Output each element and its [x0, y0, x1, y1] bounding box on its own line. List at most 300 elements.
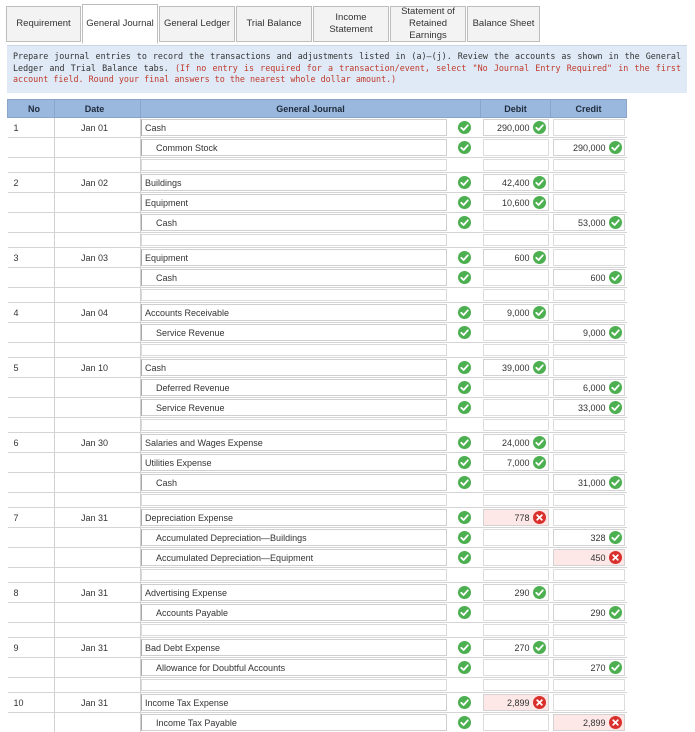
entry-date-cell	[55, 568, 141, 583]
account-name: Cash	[156, 477, 178, 488]
table-row	[8, 233, 627, 248]
credit-input[interactable]	[553, 174, 625, 191]
journal-body	[8, 118, 627, 732]
general-journal-table	[7, 99, 627, 732]
debit-cell	[481, 118, 551, 138]
account-cell	[141, 678, 481, 693]
entry-date-cell	[55, 603, 141, 623]
account-select[interactable]	[141, 194, 447, 211]
account-select[interactable]	[141, 249, 447, 266]
entry-date-cell	[55, 233, 141, 248]
entry-no-cell	[8, 453, 55, 473]
account-cell	[141, 268, 481, 288]
credit-input[interactable]	[553, 379, 625, 396]
debit-cell	[481, 398, 551, 418]
debit-cell	[481, 343, 551, 358]
check-icon	[533, 361, 546, 374]
entry-date-cell	[55, 138, 141, 158]
account-select[interactable]	[141, 269, 447, 286]
entry-no-cell	[8, 623, 55, 638]
entry-no-cell	[8, 138, 55, 158]
error-x-icon	[609, 716, 622, 729]
table-header-row	[8, 100, 627, 118]
account-select[interactable]	[141, 214, 447, 231]
credit-input[interactable]	[553, 269, 625, 286]
account-name: Cash	[145, 122, 167, 133]
credit-cell	[551, 193, 627, 213]
entry-no-cell	[8, 433, 55, 453]
entry-number: 7	[13, 512, 19, 523]
credit-input[interactable]	[553, 549, 625, 566]
credit-cell	[551, 343, 627, 358]
credit-input[interactable]	[553, 529, 625, 546]
debit-input[interactable]	[483, 139, 549, 156]
check-icon	[609, 326, 622, 339]
credit-cell	[551, 528, 627, 548]
credit-cell	[551, 473, 627, 493]
credit-input[interactable]	[553, 214, 625, 231]
debit-input[interactable]	[483, 624, 549, 636]
debit-input[interactable]	[483, 174, 549, 191]
credit-cell	[551, 158, 627, 173]
check-icon	[458, 606, 471, 619]
credit-input[interactable]	[553, 344, 625, 356]
check-icon	[458, 216, 471, 229]
check-icon	[609, 531, 622, 544]
check-icon	[458, 456, 471, 469]
account-select[interactable]	[141, 159, 447, 171]
debit-cell	[481, 603, 551, 623]
table-row	[8, 158, 627, 173]
account-name: Accumulated Depreciation—Equipment	[156, 552, 314, 563]
account-cell	[141, 233, 481, 248]
debit-input[interactable]	[483, 494, 549, 506]
account-select[interactable]	[141, 549, 447, 566]
account-name: Deferred Revenue	[156, 382, 230, 393]
debit-input[interactable]	[483, 304, 549, 321]
account-name: Bad Debt Expense	[145, 642, 221, 653]
account-select[interactable]	[141, 174, 447, 191]
check-icon	[458, 716, 471, 729]
credit-input[interactable]	[553, 679, 625, 691]
table-row	[8, 213, 627, 233]
credit-input[interactable]	[553, 304, 625, 321]
entry-no-cell	[8, 343, 55, 358]
credit-input[interactable]	[553, 714, 625, 731]
debit-input[interactable]	[483, 474, 549, 491]
credit-input[interactable]	[553, 639, 625, 656]
entry-date-cell	[55, 638, 141, 658]
debit-cell	[481, 433, 551, 453]
table-row	[8, 398, 627, 418]
entry-no-cell	[8, 568, 55, 583]
account-select[interactable]	[141, 494, 447, 506]
entry-date-cell	[55, 118, 141, 138]
account-select[interactable]	[141, 569, 447, 581]
debit-input[interactable]	[483, 119, 549, 136]
credit-cell	[551, 173, 627, 193]
credit-input[interactable]	[553, 139, 625, 156]
credit-input[interactable]	[553, 569, 625, 581]
account-select[interactable]	[141, 399, 447, 416]
debit-input[interactable]	[483, 359, 549, 376]
credit-cell	[551, 118, 627, 138]
debit-input[interactable]	[483, 454, 549, 471]
entry-date: Jan 31	[80, 587, 109, 598]
tab-balance-sheet[interactable]: Balance Sheet	[467, 6, 540, 42]
check-icon	[458, 196, 471, 209]
debit-input[interactable]	[483, 214, 549, 231]
account-select[interactable]	[141, 694, 447, 711]
error-x-icon	[533, 511, 546, 524]
credit-input[interactable]	[553, 509, 625, 526]
entry-date: Jan 10	[80, 362, 109, 373]
account-name: Accumulated Depreciation—Buildings	[156, 532, 307, 543]
table-row	[8, 323, 627, 343]
debit-amount: 600	[514, 252, 530, 263]
account-select[interactable]	[141, 359, 447, 376]
debit-input[interactable]	[483, 249, 549, 266]
entry-no-cell	[8, 378, 55, 398]
debit-input[interactable]	[483, 289, 549, 301]
table-row	[8, 378, 627, 398]
entry-no-cell	[8, 213, 55, 233]
instructions-panel	[7, 45, 687, 93]
credit-cell	[551, 398, 627, 418]
tab-income-statement[interactable]: Income Statement	[313, 6, 389, 42]
account-name: Depreciation Expense	[145, 512, 234, 523]
account-select[interactable]	[141, 529, 447, 546]
debit-amount: 10,600	[501, 197, 530, 208]
credit-input[interactable]	[553, 399, 625, 416]
check-icon	[609, 141, 622, 154]
entry-date: Jan 03	[80, 252, 109, 263]
table-row	[8, 268, 627, 288]
account-cell	[141, 158, 481, 173]
credit-input[interactable]	[553, 694, 625, 711]
credit-cell	[551, 568, 627, 583]
table-row	[8, 583, 627, 603]
debit-cell	[481, 493, 551, 508]
tab-requirement[interactable]: Requirement	[6, 6, 81, 42]
entry-date-cell	[55, 433, 141, 453]
debit-input[interactable]	[483, 529, 549, 546]
table-row	[8, 658, 627, 678]
table-row	[8, 568, 627, 583]
debit-input[interactable]	[483, 419, 549, 431]
tab-general-ledger[interactable]: General Ledger	[159, 6, 235, 42]
entry-number: 3	[13, 252, 19, 263]
account-name: Equipment	[145, 197, 189, 208]
account-cell	[141, 343, 481, 358]
account-select[interactable]	[141, 139, 447, 156]
debit-input[interactable]	[483, 344, 549, 356]
debit-input[interactable]	[483, 584, 549, 601]
debit-input[interactable]	[483, 399, 549, 416]
check-icon	[458, 361, 471, 374]
credit-cell	[551, 323, 627, 343]
check-icon	[533, 176, 546, 189]
check-icon	[458, 476, 471, 489]
credit-amount: 290	[590, 607, 606, 618]
entry-date-cell	[55, 508, 141, 528]
account-select[interactable]	[141, 434, 447, 451]
entry-number: 4	[13, 307, 19, 318]
credit-amount: 270	[590, 662, 606, 673]
entry-date-cell	[55, 323, 141, 343]
entry-no-cell	[8, 473, 55, 493]
account-select[interactable]	[141, 419, 447, 431]
entry-date-cell	[55, 453, 141, 473]
check-icon	[533, 121, 546, 134]
table-row	[8, 303, 627, 323]
debit-input[interactable]	[483, 639, 549, 656]
credit-input[interactable]	[553, 419, 625, 431]
credit-input[interactable]	[553, 159, 625, 171]
debit-input[interactable]	[483, 434, 549, 451]
header-no: No	[8, 100, 55, 118]
credit-input[interactable]	[553, 454, 625, 471]
debit-input[interactable]	[483, 659, 549, 676]
credit-input[interactable]	[553, 234, 625, 246]
tab-bar	[6, 4, 540, 44]
credit-cell	[551, 453, 627, 473]
credit-cell	[551, 493, 627, 508]
debit-cell	[481, 378, 551, 398]
credit-input[interactable]	[553, 119, 625, 136]
table-row	[8, 418, 627, 433]
entry-no-cell	[8, 193, 55, 213]
entry-date-cell	[55, 713, 141, 732]
table-row	[8, 508, 627, 528]
account-select[interactable]	[141, 659, 447, 676]
account-cell	[141, 693, 481, 713]
debit-amount: 290	[514, 587, 530, 598]
account-name: Advertising Expense	[145, 587, 228, 598]
table-row	[8, 173, 627, 193]
account-cell	[141, 248, 481, 268]
instructions-main: Prepare journal entries to record the transactions and adjustments listed in (a)–(j). Review the accounts as shown in the General Ledger and Trial Balance tabs.	[13, 51, 681, 73]
credit-cell	[551, 658, 627, 678]
entry-no-cell	[8, 658, 55, 678]
account-select[interactable]	[141, 714, 447, 731]
debit-cell	[481, 453, 551, 473]
account-select[interactable]	[141, 584, 447, 601]
account-cell	[141, 493, 481, 508]
debit-cell	[481, 248, 551, 268]
check-icon	[458, 531, 471, 544]
credit-cell	[551, 288, 627, 303]
account-cell	[141, 453, 481, 473]
debit-amount: 39,000	[501, 362, 530, 373]
check-icon	[458, 641, 471, 654]
account-name: Buildings	[145, 177, 182, 188]
table-row	[8, 693, 627, 713]
check-icon	[533, 586, 546, 599]
debit-cell	[481, 548, 551, 568]
error-x-icon	[609, 551, 622, 564]
table-row	[8, 288, 627, 303]
credit-input[interactable]	[553, 659, 625, 676]
credit-input[interactable]	[553, 434, 625, 451]
account-cell	[141, 638, 481, 658]
check-icon	[533, 306, 546, 319]
tab-general-journal[interactable]: General Journal	[82, 4, 158, 44]
entry-date-cell	[55, 583, 141, 603]
credit-cell	[551, 138, 627, 158]
credit-input[interactable]	[553, 194, 625, 211]
check-icon	[458, 326, 471, 339]
debit-input[interactable]	[483, 194, 549, 211]
account-name: Utilities Expense	[145, 457, 212, 468]
account-select[interactable]	[141, 624, 447, 636]
credit-cell	[551, 713, 627, 732]
debit-input[interactable]	[483, 569, 549, 581]
credit-input[interactable]	[553, 249, 625, 266]
debit-cell	[481, 158, 551, 173]
check-icon	[533, 251, 546, 264]
entry-date: Jan 31	[80, 512, 109, 523]
credit-input[interactable]	[553, 624, 625, 636]
account-select[interactable]	[141, 119, 447, 136]
check-icon	[609, 606, 622, 619]
debit-input[interactable]	[483, 159, 549, 171]
credit-cell	[551, 213, 627, 233]
account-cell	[141, 473, 481, 493]
debit-cell	[481, 193, 551, 213]
account-cell	[141, 568, 481, 583]
entry-date-cell	[55, 378, 141, 398]
instructions-note: (If no entry is required for a transaction/event, select "No Journal Entry Required" in the first account field. Round your final answers to the nearest whole dollar amount.)	[13, 62, 682, 84]
account-select[interactable]	[141, 379, 447, 396]
account-select[interactable]	[141, 679, 447, 691]
debit-cell	[481, 568, 551, 583]
credit-cell	[551, 623, 627, 638]
account-select[interactable]	[141, 604, 447, 621]
header-date: Date	[55, 100, 141, 118]
check-icon	[609, 661, 622, 674]
debit-cell	[481, 508, 551, 528]
debit-input[interactable]	[483, 269, 549, 286]
debit-amount: 778	[514, 512, 530, 523]
account-select[interactable]	[141, 324, 447, 341]
tab-statement-retained-earnings[interactable]: Statement of Retained Earnings	[390, 6, 466, 42]
account-select[interactable]	[141, 289, 447, 301]
table-row	[8, 358, 627, 378]
credit-cell	[551, 548, 627, 568]
credit-input[interactable]	[553, 289, 625, 301]
debit-cell	[481, 658, 551, 678]
debit-input[interactable]	[483, 234, 549, 246]
account-name: Accounts Payable	[156, 607, 229, 618]
account-select[interactable]	[141, 639, 447, 656]
debit-cell	[481, 473, 551, 493]
credit-input[interactable]	[553, 474, 625, 491]
account-name: Cash	[156, 217, 178, 228]
credit-amount: 33,000	[577, 402, 606, 413]
account-cell	[141, 288, 481, 303]
tab-trial-balance[interactable]: Trial Balance	[236, 6, 312, 42]
debit-cell	[481, 268, 551, 288]
entry-no-cell	[8, 233, 55, 248]
account-cell	[141, 548, 481, 568]
header-debit: Debit	[481, 100, 551, 118]
debit-amount: 270	[514, 642, 530, 653]
check-icon	[609, 216, 622, 229]
account-cell	[141, 623, 481, 638]
debit-cell	[481, 623, 551, 638]
credit-cell	[551, 233, 627, 248]
account-select[interactable]	[141, 304, 447, 321]
account-select[interactable]	[141, 344, 447, 356]
debit-cell	[481, 173, 551, 193]
debit-cell	[481, 528, 551, 548]
entry-date-cell	[55, 493, 141, 508]
table-row	[8, 713, 627, 732]
account-name: Common Stock	[156, 142, 218, 153]
error-x-icon	[533, 696, 546, 709]
entry-number: 9	[13, 642, 19, 653]
table-row	[8, 548, 627, 568]
debit-input[interactable]	[483, 694, 549, 711]
table-row	[8, 473, 627, 493]
credit-cell	[551, 508, 627, 528]
account-cell	[141, 303, 481, 323]
entry-no-cell	[8, 118, 55, 138]
check-icon	[458, 696, 471, 709]
credit-amount: 328	[590, 532, 606, 543]
account-cell	[141, 658, 481, 678]
entry-date: Jan 01	[80, 122, 109, 133]
account-name: Cash	[156, 272, 178, 283]
debit-cell	[481, 288, 551, 303]
debit-input[interactable]	[483, 679, 549, 691]
debit-input[interactable]	[483, 714, 549, 731]
account-select[interactable]	[141, 234, 447, 246]
credit-input[interactable]	[553, 359, 625, 376]
credit-input[interactable]	[553, 584, 625, 601]
credit-cell	[551, 583, 627, 603]
debit-cell	[481, 418, 551, 433]
entry-number: 5	[13, 362, 19, 373]
debit-cell	[481, 358, 551, 378]
entry-date-cell	[55, 268, 141, 288]
debit-input[interactable]	[483, 509, 549, 526]
account-cell	[141, 193, 481, 213]
debit-input[interactable]	[483, 324, 549, 341]
debit-input[interactable]	[483, 379, 549, 396]
entry-no-cell	[8, 493, 55, 508]
credit-input[interactable]	[553, 324, 625, 341]
entry-date-cell	[55, 548, 141, 568]
entry-number: 8	[13, 587, 19, 598]
check-icon	[458, 176, 471, 189]
entry-no-cell	[8, 268, 55, 288]
debit-input[interactable]	[483, 549, 549, 566]
account-select[interactable]	[141, 454, 447, 471]
credit-input[interactable]	[553, 494, 625, 506]
entry-no-cell	[8, 603, 55, 623]
table-row	[8, 248, 627, 268]
header-general-journal: General Journal	[141, 100, 481, 118]
debit-input[interactable]	[483, 604, 549, 621]
account-select[interactable]	[141, 509, 447, 526]
entry-date-cell	[55, 693, 141, 713]
entry-date: Jan 31	[80, 697, 109, 708]
credit-input[interactable]	[553, 604, 625, 621]
account-select[interactable]	[141, 474, 447, 491]
entry-date-cell	[55, 358, 141, 378]
